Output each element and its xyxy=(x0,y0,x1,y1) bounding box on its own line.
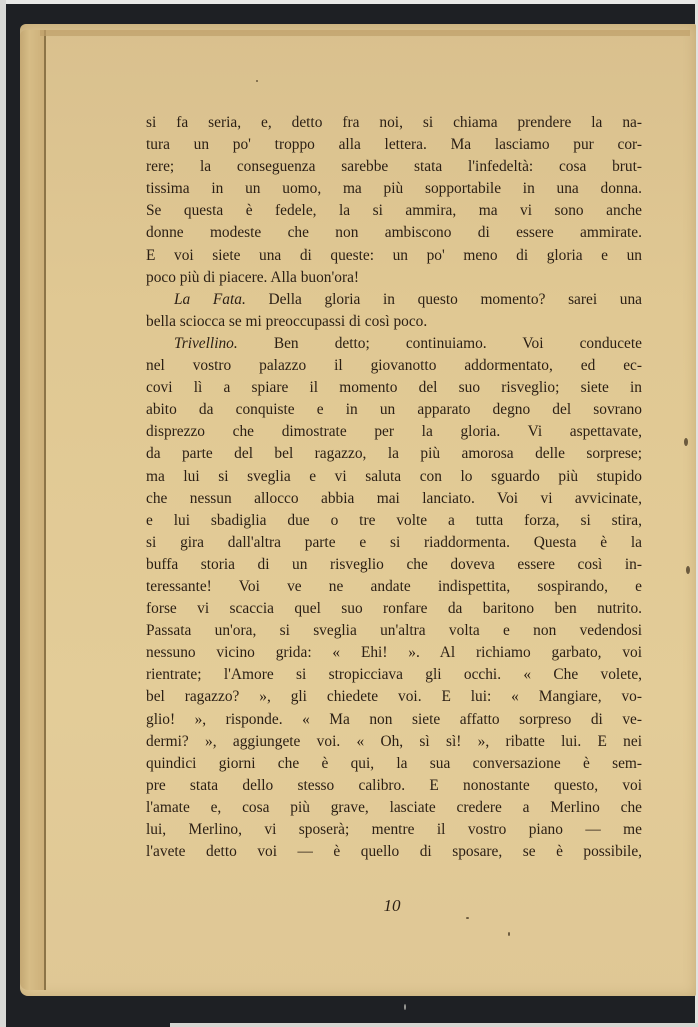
text-line: Passata un'ora, si sveglia un'altra volta e non vedendosi xyxy=(146,622,642,640)
text-line: bel ragazzo? », gli chiedete voi. E lui: « Mangiare, vo- xyxy=(146,688,642,706)
text-line: rientrate; l'Amore si stropicciava gli occhi. « Che volete, xyxy=(146,666,642,684)
dialogue-text: Della gloria in questo momento? sarei una xyxy=(268,290,642,308)
text-line: ma lui si sveglia e vi saluta con lo sguardo più stupido xyxy=(146,467,642,485)
text-line: forse vi scaccia quel suo ronfare da baritono ben nutrito. xyxy=(146,600,642,618)
text-line: da parte del bel ragazzo, la più amorosa delle sorprese; xyxy=(146,445,642,463)
text-line: bella sciocca se mi preoccupassi di così poco. xyxy=(146,312,428,330)
paper-speck xyxy=(466,917,469,919)
paper-speck xyxy=(684,438,688,446)
speaker-name: La Fata. xyxy=(174,290,246,308)
text-line: Se questa è fedele, la si ammira, ma vi sono anche xyxy=(146,202,642,220)
text-line: pre stata dello stesso calibro. E nonostante questo, voi xyxy=(146,776,642,794)
speaker-name: Trivellino. xyxy=(174,334,238,352)
text-line: quindici giorni che è qui, la sua conversazione è sem- xyxy=(146,754,642,772)
page-binding-edge xyxy=(20,30,46,990)
text-line: nessuno vicino grida: « Ehi! ». Al richiamo garbato, voi xyxy=(146,644,642,662)
text-line: lui, Merlino, vi sposerà; mentre il vostro piano — me xyxy=(146,821,642,838)
text-line: E voi siete una di queste: un po' meno di gloria e un xyxy=(146,246,642,264)
page-text xyxy=(146,112,642,863)
dialogue-line xyxy=(146,333,642,355)
text-line: poco più di piacere. Alla buon'ora! xyxy=(146,268,360,286)
text-line: tissima in un uomo, ma più sopportabile in una donna. xyxy=(146,180,642,198)
text-line: covi lì a spiare il momento del suo risveglio; siete in xyxy=(146,379,642,397)
text-line: abito da conquiste e in un apparato degno del sovrano xyxy=(146,401,642,419)
text-line: l'avete detto voi — è quello di sposare, se è possibile, xyxy=(146,843,642,861)
paper-speck xyxy=(256,80,258,82)
text-line: rere; la conseguenza sarebbe stata l'infedeltà: cosa brut- xyxy=(146,158,642,176)
text-line: che nessun allocco abbia mai lanciato. Voi vi avvicinate, xyxy=(146,489,642,507)
text-line: tura un po' troppo alla lettera. Ma lasciamo pur cor- xyxy=(146,136,642,154)
text-line: disprezzo che dimostrate per la gloria. Vi aspettavate, xyxy=(146,423,642,441)
page-number: 10 xyxy=(383,896,401,915)
scanner-edge-bottom xyxy=(170,1023,698,1027)
text-line: donne modeste che non ambiscono di essere ammirate. xyxy=(146,224,642,242)
text-line: buffa storia di un risveglio che doveva essere così in- xyxy=(146,555,642,573)
text-line: e lui sbadiglia due o tre volte a tutta forza, si stira, xyxy=(146,511,642,529)
page-top-edge xyxy=(40,30,690,36)
text-line: si fa seria, e, detto fra noi, si chiama prendere la na- xyxy=(146,114,642,131)
paper-speck xyxy=(508,932,510,936)
text-line: glio! », risponde. « Ma non siete affatto sorpreso di ve- xyxy=(146,710,642,728)
text-line: si gira dall'altra parte e si riaddormenta. Questa è la xyxy=(146,533,642,551)
scanner-edge-left xyxy=(0,0,6,1027)
scan-mark xyxy=(404,1004,406,1010)
text-line: dermi? », aggiungete voi. « Oh, sì sì! », ribatte lui. E nei xyxy=(146,732,642,750)
dialogue-line xyxy=(146,289,642,311)
dialogue-text: Ben detto; continuiamo. Voi conducete xyxy=(273,334,642,352)
text-line: nel vostro palazzo il giovanotto addormentato, ed ec- xyxy=(146,357,642,375)
text-line: l'amate e, cosa più grave, lasciate credere a Merlino che xyxy=(146,798,642,816)
paper-speck xyxy=(686,566,690,574)
text-line: teressante! Voi ve ne andate indispettita, sospirando, e xyxy=(146,577,642,595)
scanner-edge-top xyxy=(0,0,698,4)
